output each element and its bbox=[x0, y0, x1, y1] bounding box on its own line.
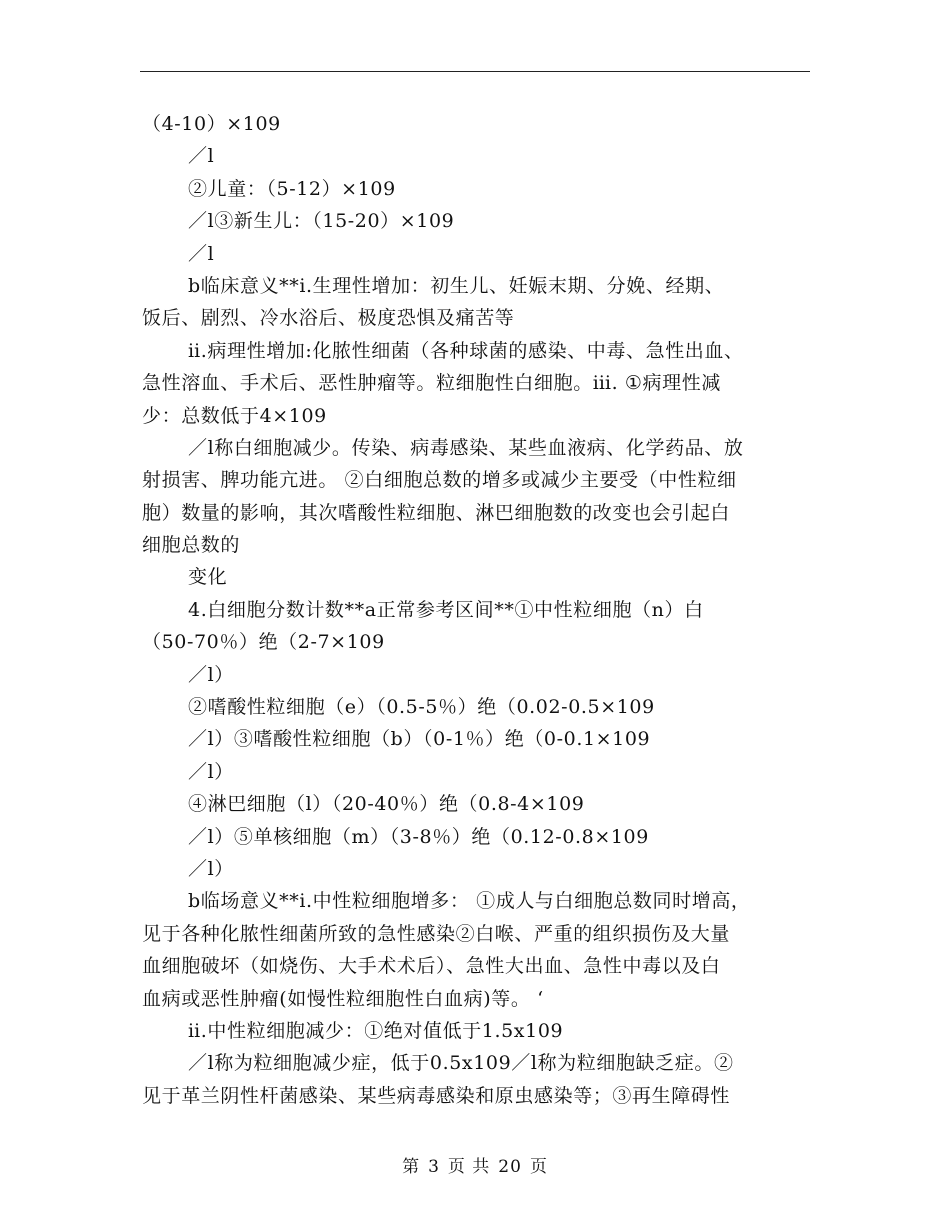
text-line: 射损害、脾功能亢进。 ②白细胞总数的增多或减少主要受（中性粒细 bbox=[142, 469, 737, 492]
footer-total-pages: 20 bbox=[498, 1157, 522, 1177]
text-line: ／l）⑤单核细胞（m）（3-8％）绝（0.12-0.8×109 bbox=[188, 825, 649, 848]
text-line: 见于各种化脓性细菌所致的急性感染②白喉、严重的组织损伤及大量 bbox=[142, 922, 731, 945]
text-line: 4.白细胞分数计数**a正常参考区间**①中性粒细胞（n）白 bbox=[188, 598, 704, 621]
text-line: ②儿童：（5-12）×109 bbox=[188, 177, 396, 200]
text-line: 胞）数量的影响，其次嗜酸性粒细胞、淋巴细胞数的改变也会引起白 bbox=[142, 501, 731, 524]
text-line: ④淋巴细胞（l）（20-40％）绝（0.8-4×109 bbox=[188, 793, 585, 816]
text-line: 饭后、剧烈、冷水浴后、极度恐惧及痛苦等 bbox=[142, 307, 515, 330]
text-line: b临场意义**ⅰ.中性粒细胞增多： ①成人与白细胞总数同时增高， bbox=[188, 890, 751, 913]
text-line: ／l bbox=[188, 242, 215, 265]
footer-suffix: 页 bbox=[529, 1157, 548, 1177]
text-line: ⅱ.病理性增加:化脓性细菌（各种球菌的感染、中毒、急性出血、 bbox=[188, 339, 744, 362]
text-line: b临床意义**ⅰ.生理性增加：初生儿、妊娠末期、分娩、经期、 bbox=[188, 274, 725, 297]
header-rule bbox=[140, 71, 810, 72]
text-line: ／l） bbox=[188, 857, 234, 880]
text-line: 少：总数低于4×109 bbox=[142, 404, 327, 427]
text-line: ／l） bbox=[188, 760, 234, 783]
text-line: 血病或恶性肿瘤(如慢性粒细胞性白血病)等。 ‘ bbox=[142, 987, 544, 1010]
text-line: ／l称为粒细胞减少症，低于0.5x109／l称为粒细胞缺乏症。② bbox=[188, 1052, 734, 1075]
text-line: ②嗜酸性粒细胞（e）（0.5-5％）绝（0.02-0.5×109 bbox=[188, 696, 655, 719]
text-line: ／l③新生儿：（15-20）×109 bbox=[188, 210, 455, 233]
page-footer bbox=[0, 1152, 950, 1177]
text-line: 急性溶血、手术后、恶性肿瘤等。粒细胞性白细胞。ⅲ. ①病理性减 bbox=[142, 372, 721, 395]
footer-prefix: 第 bbox=[402, 1157, 421, 1177]
text-line: ／l） bbox=[188, 663, 234, 686]
text-line: 细胞总数的 bbox=[142, 534, 241, 557]
text-line: （50-70％）绝（2-7×109 bbox=[142, 631, 385, 654]
text-line: ／l）③嗜酸性粒细胞（b）（0-1％）绝（0-0.1×109 bbox=[188, 728, 651, 751]
text-line: ／l bbox=[188, 145, 215, 168]
footer-current-page: 3 bbox=[428, 1157, 440, 1177]
document-body bbox=[142, 108, 832, 1112]
text-line: 血细胞破坏（如烧伤、大手术术后）、急性大出血、急性中毒以及白 bbox=[142, 955, 721, 978]
footer-mid: 页 共 bbox=[447, 1157, 491, 1177]
text-line: 变化 bbox=[188, 566, 228, 589]
text-line: （4-10）×109 bbox=[142, 113, 281, 135]
text-line: 见于革兰阴性杆菌感染、某些病毒感染和原虫感染等；③再生障碍性 bbox=[142, 1084, 731, 1107]
text-line: ／l称白细胞减少。传染、病毒感染、某些血液病、化学药品、放 bbox=[188, 436, 744, 459]
text-line: ⅱ.中性粒细胞减少：①绝对值低于1.5x109 bbox=[188, 1019, 564, 1042]
